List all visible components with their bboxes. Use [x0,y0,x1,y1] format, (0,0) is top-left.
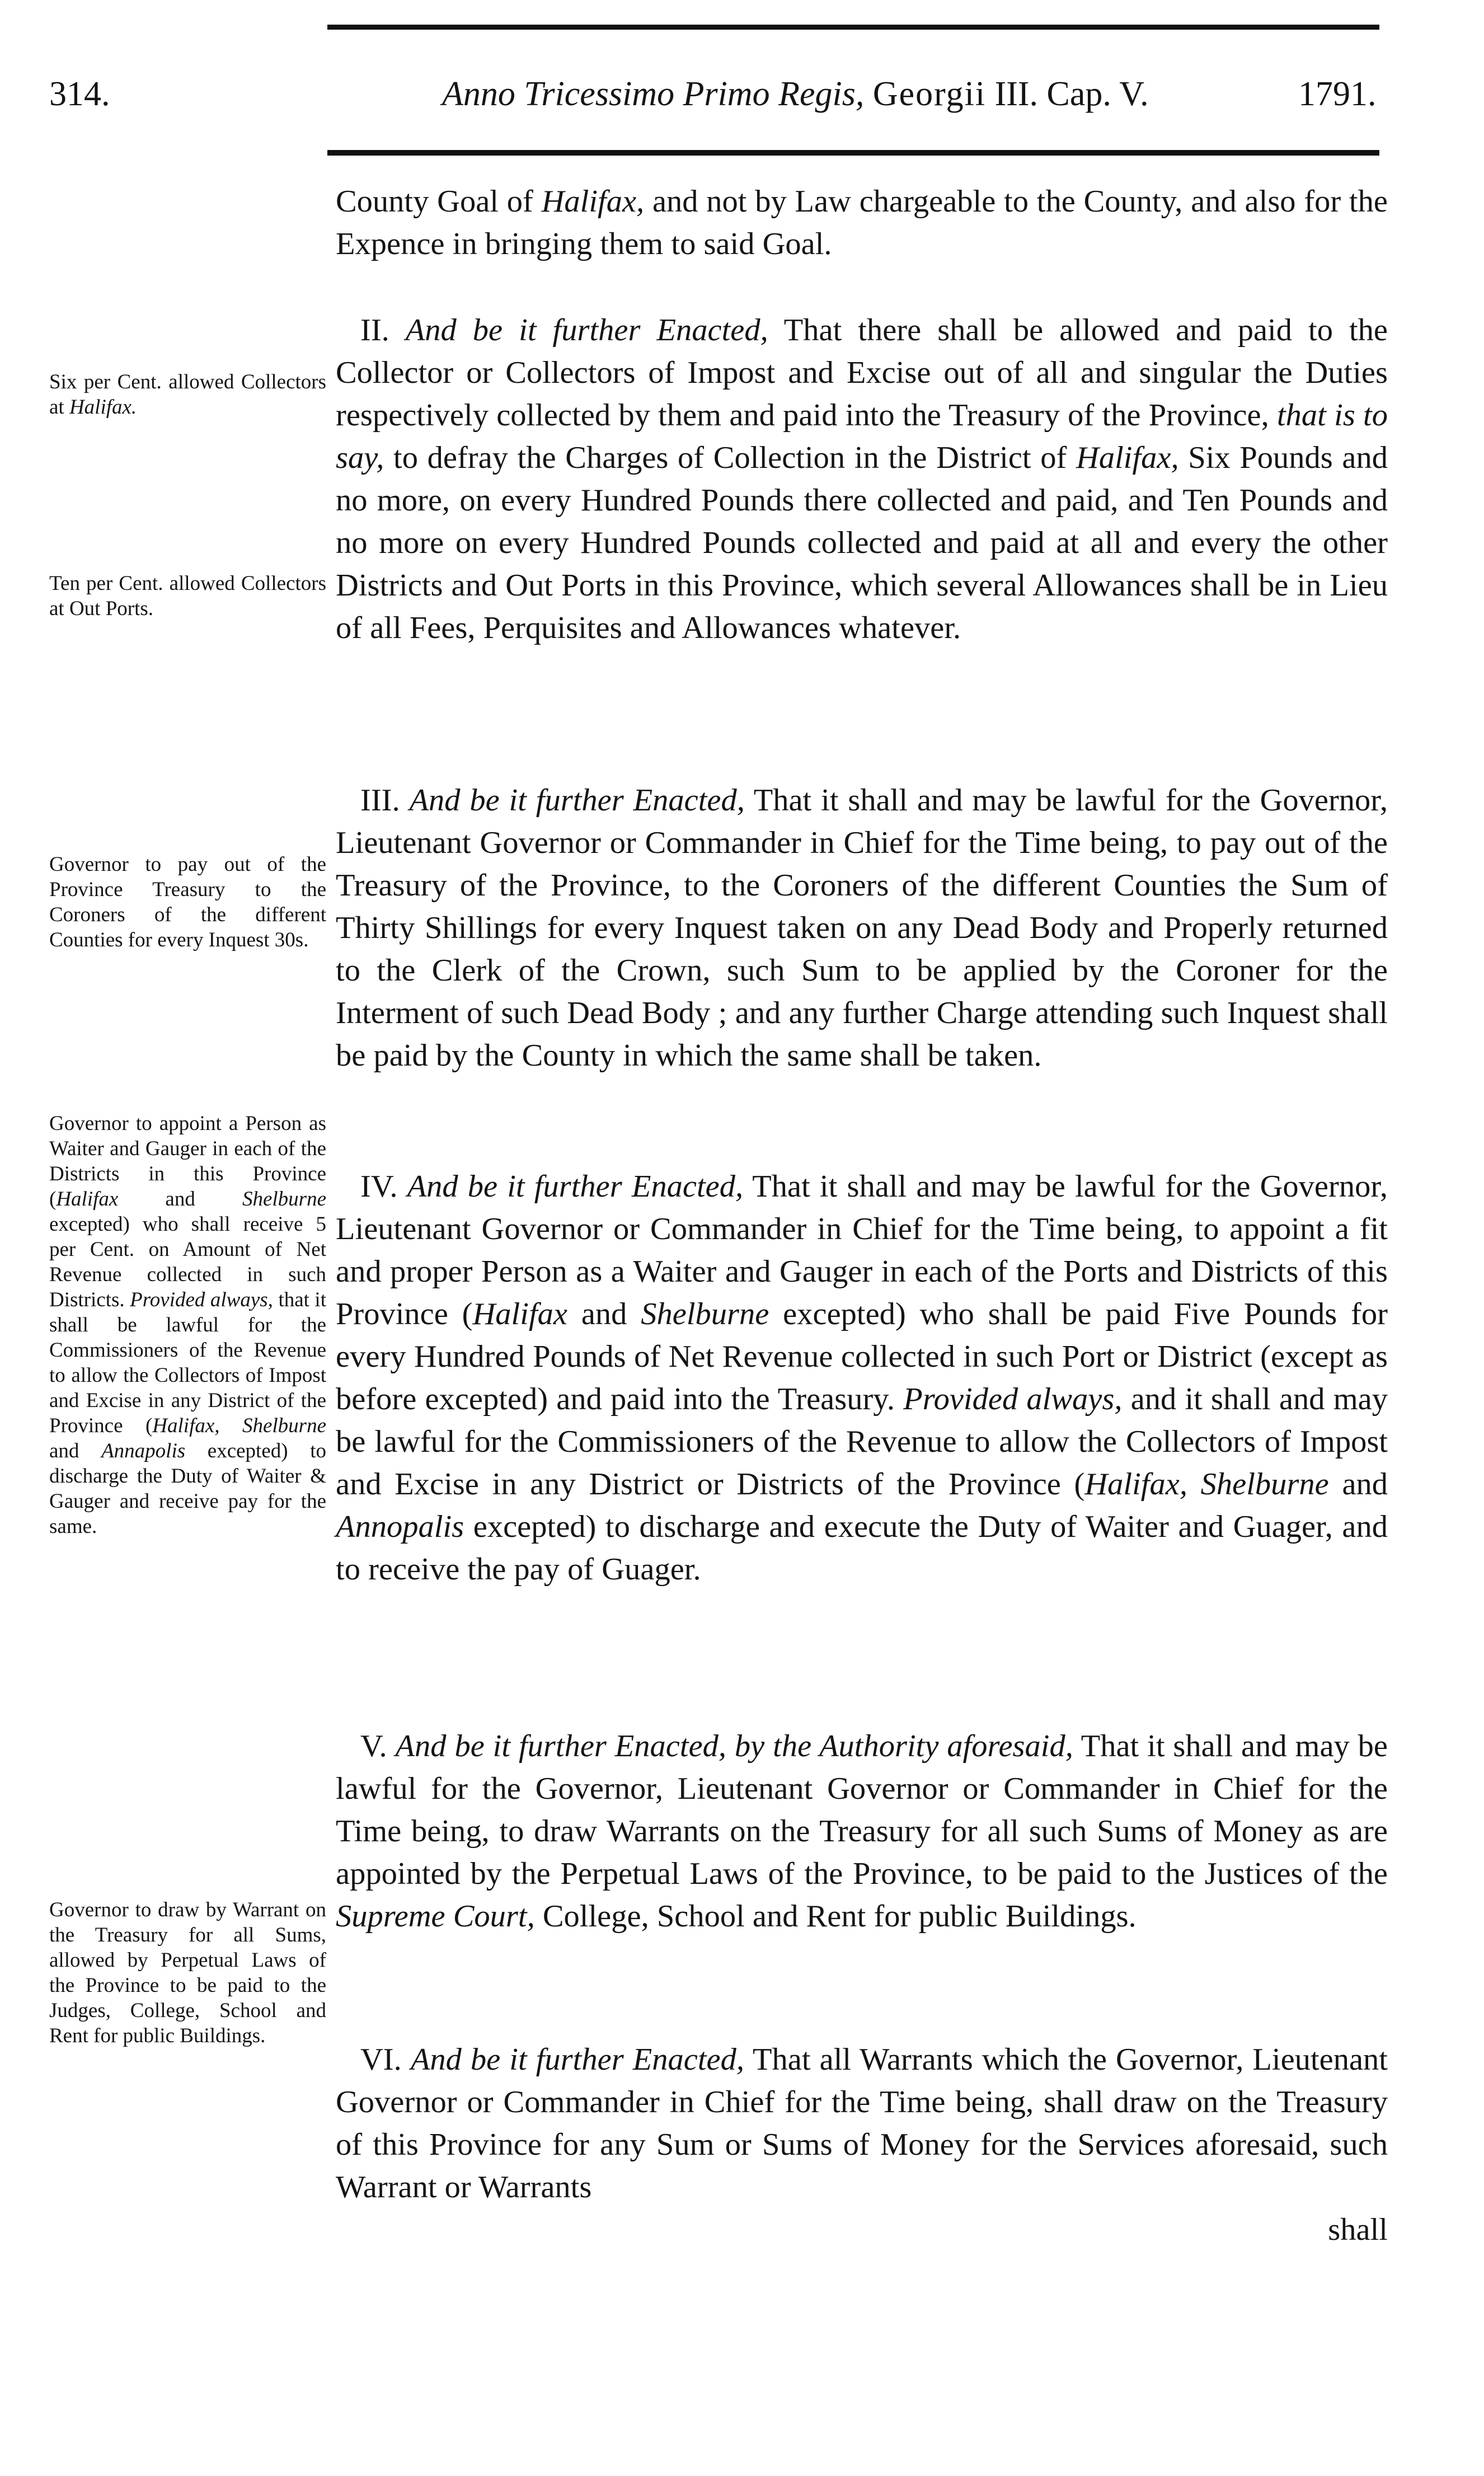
italic-text: Halifax, Shelburne [1084,1467,1329,1502]
italic-text: Provided always, [130,1288,273,1311]
margin-note-six-per-cent [49,369,326,420]
italic-text: Halifax, [541,184,645,219]
italic-text: And be it further Enacted, by the Authority aforesaid, [395,1729,1073,1764]
text-run: II. [360,313,406,348]
text-run: Governor to draw by Warrant on the Treasury for all Sums, allowed by Perpetual Laws of the Province to be paid to the Judges, College, School and Rent for public Buildings. [49,1898,326,2047]
text-run: III. [360,783,410,818]
italic-text: Annopalis [336,1509,464,1544]
margin-note-ten-per-cent [49,571,326,621]
text-run: and not by Law chargeable to the County, and also for the Expence in bringing them to said Goal. [336,184,1388,261]
text-run: College, School and Rent for public Buildings. [534,1899,1137,1934]
italic-text: Provided always, [903,1382,1123,1417]
text-run: excepted) who shall be paid Five Pounds for every Hundred Pounds of Net Revenue collected in such Port or District (except as before excepted) and paid into the Treasury. [336,1297,1388,1417]
italic-text: Halifax [472,1297,567,1331]
text-run: and [118,1188,242,1211]
year: 1791. [1298,75,1377,113]
italic-text: Shelburne [641,1297,769,1331]
text-run: excepted) to discharge and execute the Duty of Waiter and Guager, and to receive the pay of Guager. [336,1509,1388,1587]
text-run: Six per Cent. allowed Collectors at [49,371,326,419]
text-run: Ten per Cent. allowed Collectors at Out Ports. [49,572,326,620]
paragraph-section-6-text [336,2042,1388,2205]
paragraph-section-3 [336,779,1388,1077]
italic-text: And be it further Enacted, [405,313,768,348]
text-run: to defray the Charges of Collection in the District of [384,440,1077,475]
running-head-georgii: Georgii [872,75,987,113]
italic-text: And be it further Enacted, [409,783,745,818]
text-run: VI. [360,2042,411,2077]
header-rule-bottom [327,150,1379,156]
text-run: That all Warrants which the Governor, Lieutenant Governor or Commander in Chief for the Time being, shall draw on the Treasury of this Province for any Sum or Sums of Money for the Services aforesaid, such Warrant or Warrants [336,2042,1388,2205]
italic-text: Halifax. [69,396,137,419]
italic-text: And be it further Enacted, [410,2042,744,2077]
text-run: That there shall be allowed and paid to the Collector or Collectors of Impost and Excise out of all and singular the Duties respectively collected by them and paid into the Treasury of the Province, [336,313,1388,433]
italic-text: that is to say, [336,398,1388,475]
paragraph-section-2 [336,309,1388,649]
margin-note-coroners [49,852,326,953]
margin-note-warrants [49,1897,326,2048]
text-run: excepted) to discharge the Duty of Waiter & Gauger and receive pay for the same. [49,1439,326,1538]
running-head-anno: Anno Tricessimo Primo Regis, [442,75,865,113]
italic-text: Shelburne [242,1188,326,1211]
paragraph-section-5 [336,1725,1388,1938]
text-run: That it shall and may be lawful for the Governor, Lieutenant Governor or Commander in Chief for the Time being, to draw Warrants on the Treasury for all such Sums of Money as are appointed by the Perpetual Laws of the Province, to be paid to the Justices of the [336,1729,1388,1891]
page-number: 314. [49,75,110,113]
italic-text: Halifax [56,1188,119,1211]
italic-text: Annapolis [101,1439,186,1462]
paragraph-section-4 [336,1165,1388,1591]
text-run: V. [360,1729,396,1764]
text-run: excepted) who shall receive 5 per Cent. on Amount of Net Revenue collected in such Districts. [49,1213,326,1311]
text-run: IV. [360,1169,407,1204]
header-rule-top [327,25,1379,30]
margin-note-waiter-gauger [49,1111,326,1539]
paragraph-section-6 [336,2038,1388,2251]
running-head [442,72,1298,116]
italic-text: Halifax, Shelburne [152,1414,326,1437]
italic-text: Supreme Court, [336,1899,535,1934]
text-run: Governor to pay out of the Province Treasury to the Coroners of the different Counties for every Inquest 30s. [49,853,326,951]
text-run: County Goal of [336,184,542,219]
text-run: and [49,1439,102,1462]
text-run: That it shall and may be lawful for the Governor, Lieutenant Governor or Commander in Chief for the Time being, to appoint a fit and proper Person as a Waiter and Gauger in each of the Ports and Districts of this Province ( [336,1169,1388,1331]
text-run: that it shall be lawful for the Commissioners of the Revenue to allow the Collectors of Impost and Excise in any District of the Province ( [49,1288,326,1437]
text-run: That it shall and may be lawful for the Governor, Lieutenant Governor or Commander in Chief for the Time being, to pay out of the Treasury of the Province, to the Coroners of the different Counties the Sum of Thirty Shillings for every Inquest taken on any Dead Body and Properly returned to the Clerk of the Crown, such Sum to be applied by the Coroner for the Interment of such Dead Body ; and any further Charge attending such Inquest shall be paid by the County in which the same shall be taken. [336,783,1388,1073]
text-run: Governor to appoint a Person as Waiter and Gauger in each of the Districts in this Province ( [49,1112,326,1211]
italic-text: Halifax, [1076,440,1179,475]
text-run: and it shall and may be lawful for the Commissioners of the Revenue to allow the Collectors of Impost and Excise in any District or Districts of the Province ( [336,1382,1388,1502]
text-run: and [567,1297,641,1331]
text-run: Six Pounds and no more, on every Hundred Pounds there collected and paid, and Ten Pounds and no more on every Hundred Pounds collected and paid at all and every the other Districts and Out Ports in this Province, which several Allowances shall be in Lieu of all Fees, Perquisites and Allowances whatever. [336,440,1388,645]
paragraph-continuation [336,180,1388,265]
running-head-chapter: III. Cap. V. [994,75,1149,113]
text-run: and [1328,1467,1388,1502]
catchword: shall [1328,2212,1388,2247]
italic-text: And be it further Enacted, [407,1169,744,1204]
